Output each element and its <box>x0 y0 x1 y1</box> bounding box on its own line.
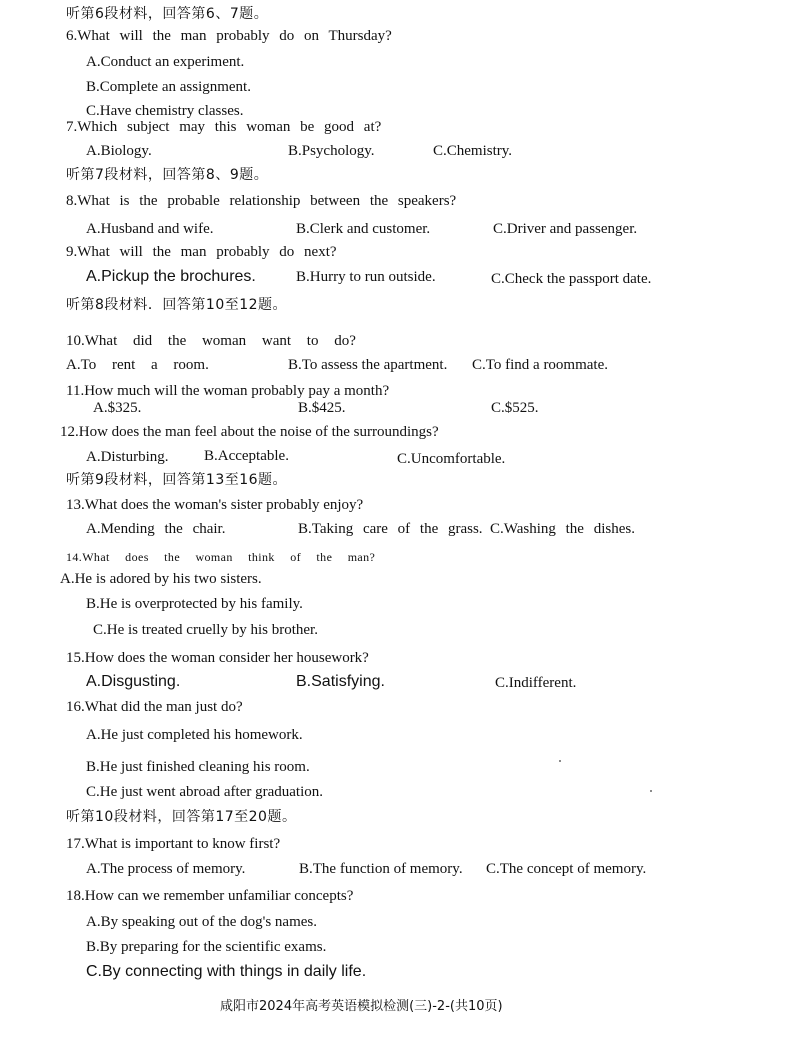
question-7-option-a: A.Biology. <box>86 143 152 159</box>
question-16-option-a: A.He just completed his homework. <box>86 727 303 743</box>
question-11-option-c: C.$525. <box>491 400 539 416</box>
question-15-option-b: B.Satisfying. <box>296 673 385 690</box>
question-11-option-a: A.$325. <box>93 400 142 416</box>
question-6-option-a: A.Conduct an experiment. <box>86 54 245 70</box>
question-12-stem: 12.How does the man feel about the noise of the surroundings? <box>60 424 439 440</box>
page-footer: 咸阳市2024年高考英语模拟检测(三)-2-(共10页) <box>220 999 503 1014</box>
question-12-option-c: C.Uncomfortable. <box>397 451 506 467</box>
question-7-option-b: B.Psychology. <box>288 143 375 159</box>
question-6-option-c: C.Have chemistry classes. <box>86 103 244 119</box>
question-7-option-c: C.Chemistry. <box>433 143 513 159</box>
section-heading-6: 听第6段材料，回答第6、7题。 <box>66 6 269 22</box>
question-18-option-b: B.By preparing for the scientific exams. <box>86 939 327 955</box>
section-heading-9: 听第9段材料，回答第13至16题。 <box>66 472 288 488</box>
question-18-option-c: C.By connecting with things in daily life. <box>86 963 367 980</box>
question-18-option-a: A.By speaking out of the dog's names. <box>86 914 318 930</box>
section-heading-8: 听第8段材料．回答第10至12题。 <box>66 297 288 313</box>
question-15-option-c: C.Indifferent. <box>495 675 577 691</box>
question-17-option-a: A.The process of memory. <box>86 861 246 877</box>
question-8-option-b: B.Clerk and customer. <box>296 221 431 237</box>
question-12-option-b: B.Acceptable. <box>204 448 289 464</box>
question-10-option-b: B.To assess the apartment. <box>288 357 448 373</box>
question-17-option-b: B.The function of memory. <box>299 861 463 877</box>
question-16-option-c: C.He just went abroad after graduation. <box>86 784 324 800</box>
question-8-option-c: C.Driver and passenger. <box>493 221 638 237</box>
question-14-option-c: C.He is treated cruelly by his brother. <box>93 622 318 638</box>
question-10-stem: 10.What did the woman want to do? <box>66 333 356 349</box>
question-13-stem: 13.What does the woman's sister probably enjoy? <box>66 497 364 513</box>
question-7-stem: 7.Which subject may this woman be good at? <box>66 119 382 135</box>
question-11-option-b: B.$425. <box>298 400 346 416</box>
question-6-stem: 6.What will the man probably do on Thursday? <box>66 28 392 44</box>
question-15-option-a: A.Disgusting. <box>86 673 181 690</box>
question-9-option-a: A.Pickup the brochures. <box>86 268 256 285</box>
question-12-option-a: A.Disturbing. <box>86 449 169 465</box>
scan-speck <box>650 790 652 792</box>
question-10-option-a: A.To rent a room. <box>66 357 209 373</box>
question-14-option-a: A.He is adored by his two sisters. <box>60 571 262 587</box>
question-18-stem: 18.How can we remember unfamiliar concepts? <box>66 888 354 904</box>
question-8-stem: 8.What is the probable relationship between the speakers? <box>66 193 457 209</box>
question-8-option-a: A.Husband and wife. <box>86 221 214 237</box>
question-14-stem: 14.What does the woman think of the man? <box>66 550 376 564</box>
section-heading-7: 听第7段材料，回答第8、9题。 <box>66 167 269 183</box>
question-9-option-c: C.Check the passport date. <box>491 271 652 287</box>
question-17-stem: 17.What is important to know first? <box>66 836 281 852</box>
question-15-stem: 15.How does the woman consider her housework? <box>66 650 369 666</box>
question-16-stem: 16.What did the man just do? <box>66 699 243 715</box>
section-heading-10: 听第10段材料，回答第17至20题。 <box>66 809 297 825</box>
question-10-option-c: C.To find a roommate. <box>472 357 609 373</box>
question-11-stem: 11.How much will the woman probably pay a month? <box>66 383 390 399</box>
question-17-option-c: C.The concept of memory. <box>486 861 647 877</box>
question-16-option-b: B.He just finished cleaning his room. <box>86 759 310 775</box>
scan-speck <box>559 760 561 762</box>
question-6-option-b: B.Complete an assignment. <box>86 79 251 95</box>
question-13-option-c: C.Washing the dishes. <box>490 521 635 537</box>
question-13-option-a: A.Mending the chair. <box>86 521 226 537</box>
question-9-option-b: B.Hurry to run outside. <box>296 269 436 285</box>
question-9-stem: 9.What will the man probably do next? <box>66 244 337 260</box>
question-14-option-b: B.He is overprotected by his family. <box>86 596 303 612</box>
question-13-option-b: B.Taking care of the grass. <box>298 521 483 537</box>
